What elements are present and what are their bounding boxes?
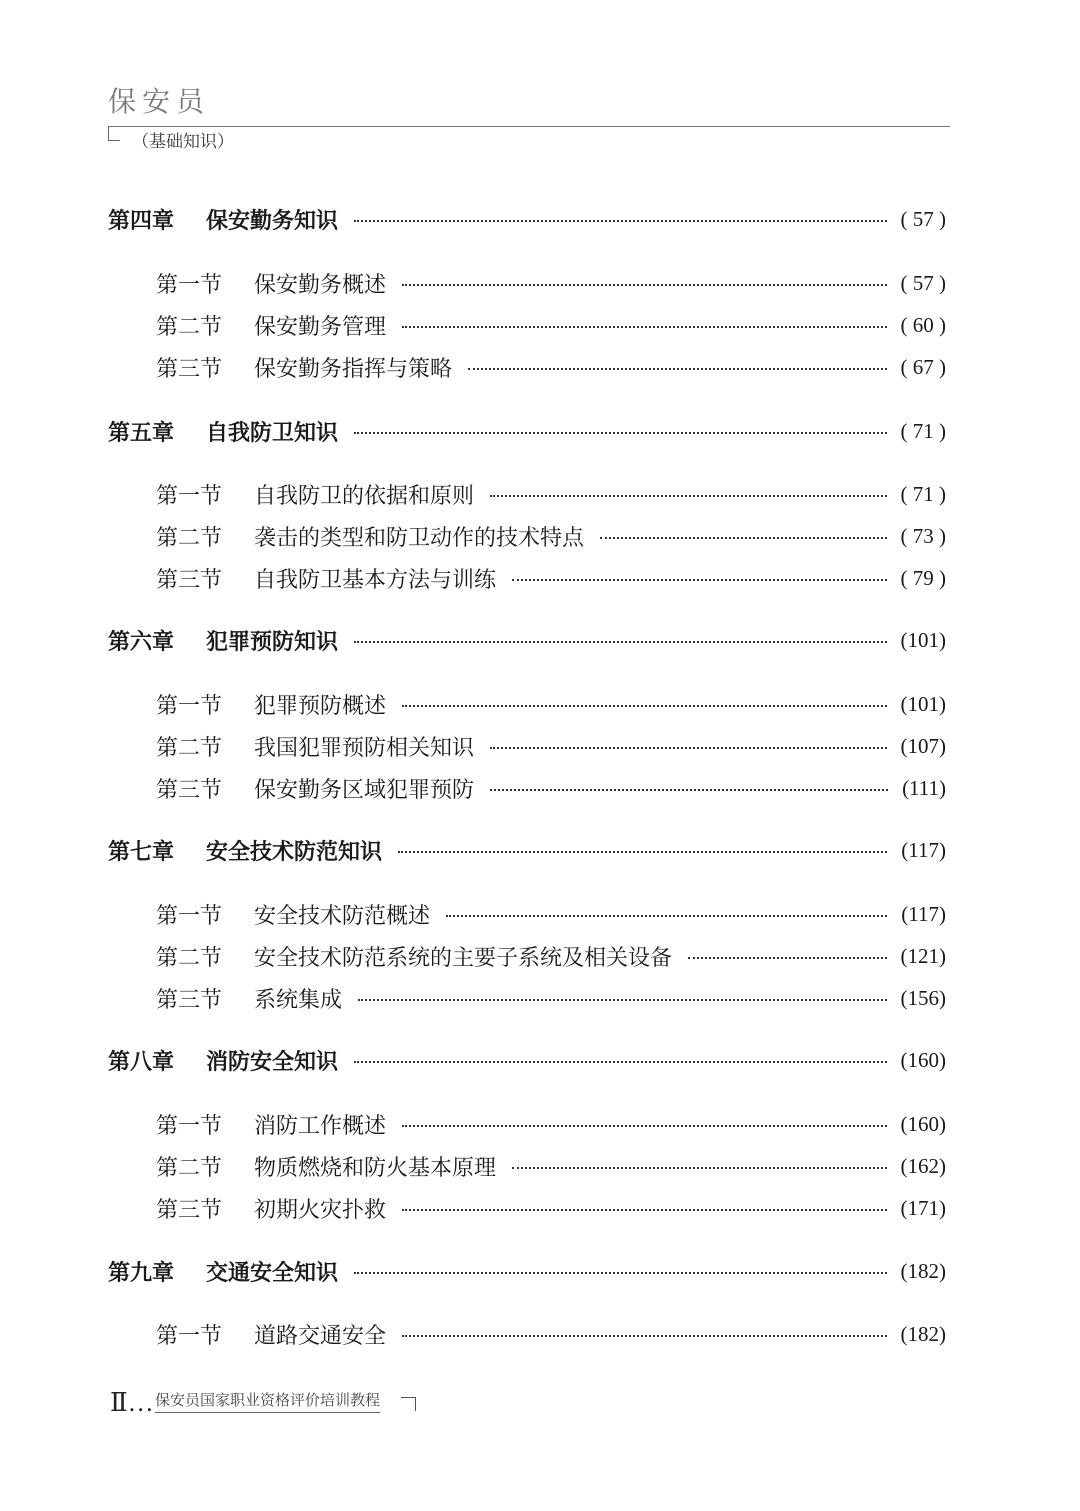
toc-entry-page: ( 73 ): [900, 523, 946, 548]
toc-entry-title: 安全技术防范知识: [206, 838, 383, 865]
toc-section-entry: [156, 1107, 946, 1141]
toc-entry-label: 第二节: [156, 525, 223, 551]
dot-leader: [446, 915, 887, 917]
toc-entry-page: ( 57 ): [900, 270, 946, 295]
toc-entry-title: 犯罪预防概述: [254, 693, 387, 719]
toc-entry-label: 第二节: [156, 1155, 223, 1181]
toc-entry-page: (182): [900, 1258, 946, 1283]
toc-section-entry: [156, 1191, 946, 1225]
toc-entry-page: ( 67 ): [900, 354, 946, 379]
toc-entry-label: 第三节: [156, 567, 223, 593]
toc-entry-page: ( 79 ): [900, 565, 946, 590]
toc-entry-title: 犯罪预防知识: [206, 628, 339, 655]
toc-section-entry: [156, 981, 946, 1015]
toc-entry-title: 消防工作概述: [254, 1113, 387, 1139]
toc-section-entry: [156, 897, 946, 931]
toc-section-entry: [156, 729, 946, 763]
footer-book-title: 保安员国家职业资格评价培训教程: [155, 1390, 380, 1413]
toc-chapter-entry: [108, 833, 946, 867]
toc-entry-label: 第三节: [156, 777, 223, 803]
toc-entry-title: 保安勤务指挥与策略: [254, 356, 453, 382]
toc-entry-title: 自我防卫知识: [206, 419, 339, 446]
footer-corner-mark: [401, 1397, 416, 1411]
toc-entry-page: ( 60 ): [900, 312, 946, 337]
toc-entry-label: 第三节: [156, 987, 223, 1013]
toc-entry-page: ( 57 ): [900, 206, 946, 231]
toc-entry-title: 消防安全知识: [206, 1048, 339, 1075]
dot-leader: [402, 1209, 886, 1211]
toc-entry-page: (160): [900, 1047, 946, 1072]
toc-entry-label: 第一节: [156, 693, 223, 719]
running-header-subtitle: （基础知识）: [132, 132, 234, 152]
toc-section-entry: [156, 519, 946, 553]
toc-entry-title: 系统集成: [254, 987, 343, 1013]
dot-leader: [402, 326, 886, 328]
dot-leader: [354, 1061, 886, 1063]
toc-entry-page: (162): [900, 1153, 946, 1178]
dot-leader: [490, 789, 888, 791]
toc-entry-title: 自我防卫基本方法与训练: [254, 567, 497, 593]
dot-leader: [354, 641, 886, 643]
dot-leader: [402, 284, 886, 286]
toc-entry-label: 第一节: [156, 483, 223, 509]
toc-entry-page: (117): [901, 901, 946, 926]
toc-entry-title: 物质燃烧和防火基本原理: [254, 1155, 497, 1181]
header-corner-mark: [108, 127, 120, 141]
dot-leader: [402, 1125, 886, 1127]
dot-leader: [402, 705, 886, 707]
toc-entry-page: (117): [901, 837, 946, 862]
toc-entry-title: 袭击的类型和防卫动作的技术特点: [254, 525, 585, 551]
toc-entry-title: 我国犯罪预防相关知识: [254, 735, 475, 761]
toc-entry-page: (107): [900, 733, 946, 758]
toc-chapter-entry: [108, 1254, 946, 1288]
toc-section-entry: [156, 350, 946, 384]
toc-section-entry: [156, 771, 946, 805]
toc-entry-label: 第一节: [156, 903, 223, 929]
toc-entry-page: (101): [900, 627, 946, 652]
toc-entry-title: 道路交通安全: [254, 1323, 387, 1349]
toc-chapter-entry: [108, 623, 946, 657]
toc-entry-label: 第二节: [156, 735, 223, 761]
dot-leader: [468, 368, 886, 370]
dot-leader: [398, 851, 887, 853]
dot-leader: [490, 747, 886, 749]
toc-entry-label: 第六章: [108, 628, 175, 655]
toc-entry-title: 安全技术防范概述: [254, 903, 431, 929]
toc-entry-label: 第一节: [156, 1323, 223, 1349]
toc-entry-label: 第八章: [108, 1048, 175, 1075]
toc-entry-title: 交通安全知识: [206, 1259, 339, 1286]
dot-leader: [512, 579, 886, 581]
toc-entry-page: (101): [900, 691, 946, 716]
toc-entry-label: 第三节: [156, 1197, 223, 1223]
toc-entry-label: 第二节: [156, 945, 223, 971]
toc-section-entry: [156, 266, 946, 300]
toc-entry-label: 第七章: [108, 838, 175, 865]
toc-entry-page: (182): [900, 1321, 946, 1346]
toc-section-entry: [156, 1149, 946, 1183]
toc-entry-label: 第一节: [156, 1113, 223, 1139]
dot-leader: [354, 220, 886, 222]
toc-entry-page: (156): [900, 985, 946, 1010]
toc-entry-page: (160): [900, 1111, 946, 1136]
toc-entry-label: 第五章: [108, 419, 175, 446]
toc-section-entry: [156, 939, 946, 973]
toc-entry-label: 第一节: [156, 272, 223, 298]
toc-entry-page: (171): [900, 1195, 946, 1220]
toc-chapter-entry: [108, 1043, 946, 1077]
toc-entry-title: 安全技术防范系统的主要子系统及相关设备: [254, 945, 673, 971]
toc-entry-label: 第九章: [108, 1259, 175, 1286]
page-number: Ⅱ…: [110, 1388, 154, 1417]
dot-leader: [688, 957, 886, 959]
toc-section-entry: [156, 561, 946, 595]
toc-entry-title: 保安勤务概述: [254, 272, 387, 298]
dot-leader: [358, 999, 886, 1001]
toc-entry-page: ( 71 ): [900, 418, 946, 443]
toc-entry-title: 保安勤务管理: [254, 314, 387, 340]
toc-entry-label: 第二节: [156, 314, 223, 340]
toc-section-entry: [156, 477, 946, 511]
running-header-title: 保安员: [108, 85, 211, 118]
toc-entry-page: (111): [902, 775, 946, 800]
toc-entry-page: ( 71 ): [900, 481, 946, 506]
toc-entry-title: 初期火灾扑救: [254, 1197, 387, 1223]
toc-entry-label: 第四章: [108, 207, 175, 234]
toc-entry-title: 自我防卫的依据和原则: [254, 483, 475, 509]
toc-entry-label: 第三节: [156, 356, 223, 382]
dot-leader: [354, 1272, 886, 1274]
toc-entry-title: 保安勤务知识: [206, 207, 339, 234]
header-rule: [108, 126, 950, 127]
dot-leader: [402, 1335, 886, 1337]
toc-section-entry: [156, 1317, 946, 1351]
toc-entry-title: 保安勤务区域犯罪预防: [254, 777, 475, 803]
toc-section-entry: [156, 687, 946, 721]
dot-leader: [354, 432, 886, 434]
dot-leader: [512, 1167, 886, 1169]
toc-section-entry: [156, 308, 946, 342]
toc-chapter-entry: [108, 414, 946, 448]
toc-entry-page: (121): [900, 943, 946, 968]
toc-chapter-entry: [108, 202, 946, 236]
dot-leader: [600, 537, 886, 539]
dot-leader: [490, 495, 886, 497]
